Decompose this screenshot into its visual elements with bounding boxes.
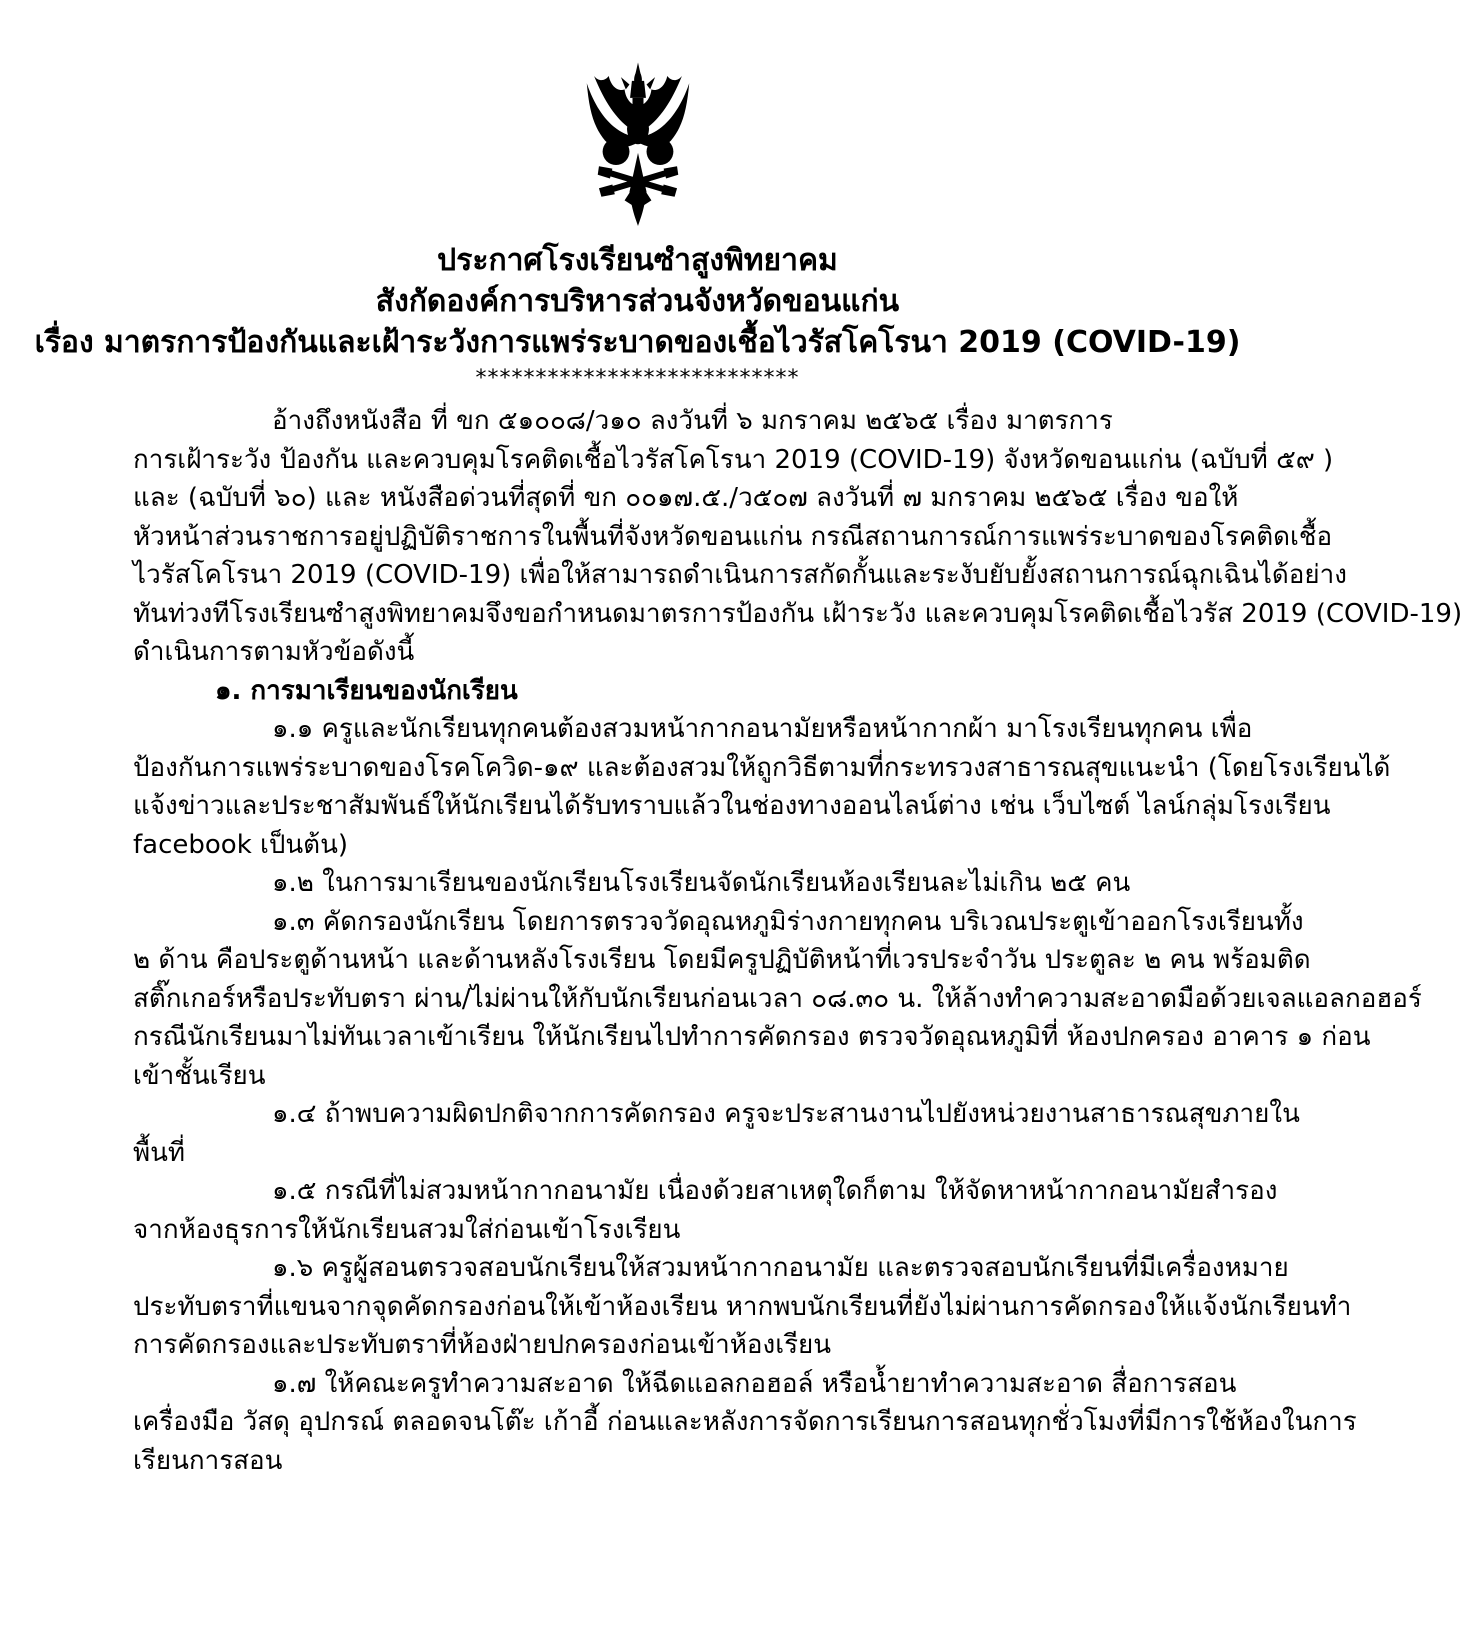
document-line: เข้าชั้นเรียน	[133, 1060, 266, 1091]
document-line: แจ้งข่าวและประชาสัมพันธ์ให้นักเรียนได้รับทราบแล้วในช่องทางออนไลน์ต่าง เช่น เว็บไซต์ ไลน์กลุ่มโรงเรียน	[133, 791, 1331, 821]
document-line: จากห้องธุรการให้นักเรียนสวมใส่ก่อนเข้าโรงเรียน	[133, 1214, 681, 1245]
document-line: ๑.๒ ในการมาเรียนของนักเรียนโรงเรียนจัดนักเรียนห้องเรียนละไม่เกิน ๒๕ คน	[272, 868, 1131, 898]
document-line: การคัดกรองและประทับตราที่ห้องฝ่ายปกครองก่อนเข้าห้องเรียน	[133, 1330, 832, 1360]
document-line: หัวหน้าส่วนราชการอยู่ปฏิบัติราชการในพื้นที่จังหวัดขอนแก่น กรณีสถานการณ์การแพร่ระบาดของโรคติดเชื้อ	[133, 521, 1333, 552]
document-line: facebook เป็นต้น)	[133, 829, 348, 860]
document-line: กรณีนักเรียนมาไม่ทันเวลาเข้าเรียน ให้นักเรียนไปทำการคัดกรอง ตรวจวัดอุณหภูมิที่ ห้องปกครอง อาคาร ๑ ก่อน	[133, 1022, 1371, 1052]
school-announcement-title: ประกาศโรงเรียนซำสูงพิทยาคม	[437, 243, 838, 278]
subject-line: เรื่อง มาตรการป้องกันและเฝ้าระวังการแพร่ระบาดของเชื้อไวรัสโคโรนา 2019 (COVID-19)	[34, 325, 1241, 360]
document-line: อ้างถึงหนังสือ ที่ ขก ๕๑๐๐๘/ว๑๐ ลงวันที่ ๖ มกราคม ๒๕๖๕ เรื่อง มาตรการ	[272, 406, 1113, 436]
document-line: ประทับตราที่แขนจากจุดคัดกรองก่อนให้เข้าห้องเรียน หากพบนักเรียนที่ยังไม่ผ่านการคัดกรองให้แจ้งนักเรียนทำ	[133, 1291, 1352, 1322]
document-line: ๑.๗ ให้คณะครูทำความสะอาด ให้ฉีดแอลกอฮอล์ หรือน้ำยาทำความสะอาด สื่อการสอน	[272, 1368, 1237, 1399]
document-line: ๑.๑ ครูและนักเรียนทุกคนต้องสวมหน้ากากอนามัยหรือหน้ากากผ้า มาโรงเรียนทุกคน เพื่อ	[272, 714, 1253, 744]
document-line: เรียนการสอน	[133, 1445, 283, 1476]
document-line: ไวรัสโคโรนา 2019 (COVID-19) เพื่อให้สามารถดำเนินการสกัดกั้นและระงับยับยั้งสถานการณ์ฉุกเฉินได้อย่าง	[133, 560, 1347, 590]
document-header	[0, 240, 1275, 363]
document-line: ดำเนินการตามหัวข้อดังนี้	[133, 637, 415, 667]
document-line: การเฝ้าระวัง ป้องกัน และควบคุมโรคติดเชื้อไวรัสโคโรนา 2019 (COVID-19) จังหวัดขอนแก่น (ฉบับที่ ๕๙ )	[133, 444, 1334, 475]
document-line: ทันท่วงทีโรงเรียนซำสูงพิทยาคมจึงขอกำหนดมาตรการป้องกัน เฝ้าระวัง และควบคุมโรคติดเชื้อไวรัส 2019 (COVID-19)	[133, 598, 1462, 629]
document-body	[133, 402, 1462, 1480]
document-line: ๒ ด้าน คือประตูด้านหน้า และด้านหลังโรงเรียน โดยมีครูปฏิบัติหน้าที่เวรประจำวัน ประตูละ ๒ คน พร้อมติด	[133, 945, 1311, 975]
document-line: ๑.๕ กรณีที่ไม่สวมหน้ากากอนามัย เนื่องด้วยสาเหตุใดก็ตาม ให้จัดหาหน้ากากอนามัยสำรอง	[272, 1176, 1278, 1206]
document-line: ๑.๔ ถ้าพบความผิดปกติจากการคัดกรอง ครูจะประสานงานไปยังหน่วยงานสาธารณสุขภายใน	[272, 1099, 1300, 1129]
star-separator: ***************************	[475, 366, 800, 391]
document-line: ๑.๓ คัดกรองนักเรียน โดยการตรวจวัดอุณหภูมิร่างกายทุกคน บริเวณประตูเข้าออกโรงเรียนทั้ง	[272, 906, 1304, 937]
section-heading: ๑. การมาเรียนของนักเรียน	[215, 675, 518, 706]
document-line: พื้นที่	[133, 1137, 186, 1168]
garuda-emblem	[0, 60, 1275, 231]
document-line: เครื่องมือ วัสดุ อุปกรณ์ ตลอดจนโต๊ะ เก้าอี้ ก่อนและหลังการจัดการเรียนการสอนทุกชั่วโมงที่มีการใช้ห้องในการ	[133, 1407, 1357, 1437]
document-line: ป้องกันการแพร่ระบาดของโรคโควิด-๑๙ และต้องสวมให้ถูกวิธีตามที่กระทรวงสาธารณสุขแนะนำ (โดยโรงเรียนได้	[133, 752, 1391, 783]
document-line: ๑.๖ ครูผู้สอนตรวจสอบนักเรียนให้สวมหน้ากากอนามัย และตรวจสอบนักเรียนที่มีเครื่องหมาย	[272, 1253, 1289, 1283]
document-line: และ (ฉบับที่ ๖๐) และ หนังสือด่วนที่สุดที่ ขก ๐๐๑๗.๕./ว๕๐๗ ลงวันที่ ๗ มกราคม ๒๕๖๕ เรื่อง ขอให้	[133, 483, 1239, 513]
document-line: สติ๊กเกอร์หรือประทับตรา ผ่าน/ไม่ผ่านให้กับนักเรียนก่อนเวลา ๐๘.๓๐ น. ให้ล้างทำความสะอาดมือด้วยเจลแอลกอฮอร์	[133, 983, 1422, 1014]
school-affiliation: สังกัดองค์การบริหารส่วนจังหวัดขอนแก่น	[375, 284, 900, 319]
